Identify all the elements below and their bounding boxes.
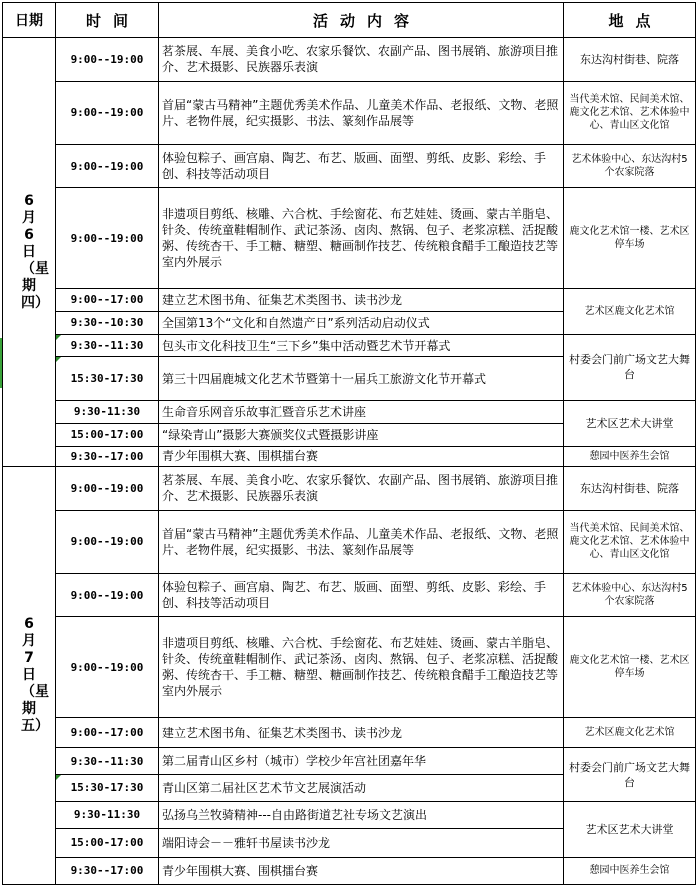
- activity-cell: 包头市文化科技卫生“三下乡”集中活动暨艺术节开幕式: [159, 334, 564, 357]
- activity-cell: 全国第13个“文化和自然遗产日”系列活动启动仪式: [159, 311, 564, 334]
- time-cell: 15:00-17:00: [56, 423, 159, 446]
- location-cell: 当代美术馆、民间美术馆、鹿文化艺术馆、艺术体验中心、青山区文化馆: [564, 510, 696, 573]
- location-cell: 东达沟村街巷、院落: [564, 467, 696, 511]
- schedule-table: [2, 2, 696, 885]
- header-time: 时间: [56, 3, 159, 38]
- time-cell: 9:30--17:00: [56, 857, 159, 884]
- activity-cell: 茗茶展、车展、美食小吃、农家乐餐饮、农副产品、图书展销、旅游项目推介、艺术摄影、民族器乐表演: [159, 38, 564, 82]
- time-cell: [56, 357, 159, 401]
- time-cell: 15:00-17:00: [56, 828, 159, 857]
- location-cell: 艺术体验中心、东达沟村5个农家院落: [564, 144, 696, 188]
- activity-cell: 生命音乐网音乐故事汇暨音乐艺术讲座: [159, 400, 564, 423]
- location-cell: 鹿文化艺术馆一楼、艺术区停车场: [564, 188, 696, 289]
- activity-cell: 体验包粽子、画宫扇、陶艺、布艺、版画、面塑、剪纸、皮影、彩绘、手创、科技等活动项目: [159, 144, 564, 188]
- activity-cell: 体验包粽子、画宫扇、陶艺、布艺、版画、面塑、剪纸、皮影、彩绘、手创、科技等活动项目: [159, 573, 564, 617]
- table-row: [3, 510, 696, 573]
- day-date-label: 6月6日（星期四）: [21, 192, 49, 311]
- time-cell: 9:00--17:00: [56, 718, 159, 748]
- location-cell: 村委会门前广场文艺大舞台: [564, 334, 696, 400]
- location-cell: 艺术区艺术大讲堂: [564, 801, 696, 857]
- header-location: 地点: [564, 3, 696, 38]
- comment-marker: [56, 775, 61, 780]
- table-row: [3, 400, 696, 423]
- location-cell: 艺术区艺术大讲堂: [564, 400, 696, 446]
- activity-cell: 青少年围棋大赛、围棋擂台赛: [159, 857, 564, 884]
- comment-marker: [56, 357, 61, 362]
- activity-cell: 端阳诗会－－雅轩书屋读书沙龙: [159, 828, 564, 857]
- day-date-cell: [3, 38, 56, 467]
- activity-cell: 弘扬乌兰牧骑精神---自由路街道艺社专场文艺演出: [159, 801, 564, 828]
- time-cell: 9:30-11:30: [56, 400, 159, 423]
- time-text: 9:30--11:30: [70, 339, 144, 352]
- day-date-cell: [3, 467, 56, 885]
- table-row: [3, 718, 696, 748]
- activity-cell: 非遗项目剪纸、核雕、六合枕、手绘窗花、布艺娃娃、烫画、蒙古羊脂皂、针灸、传统童鞋帽制作、武记茶汤、卤肉、熬锅、包子、老浆凉糕、活捉酸粥、传统杏干、手工糖、糖塑、糖画制作技艺、传统粮食醋手工酿造技艺等室内外展示: [159, 188, 564, 289]
- day-date-label: 6月7日（星期五）: [21, 616, 49, 735]
- time-cell: 9:00--17:00: [56, 289, 159, 312]
- location-cell: 村委会门前广场文艺大舞台: [564, 748, 696, 802]
- time-cell: 9:00--19:00: [56, 188, 159, 289]
- location-cell: 艺术区鹿文化艺术馆: [564, 718, 696, 748]
- table-row: [3, 188, 696, 289]
- activity-cell: 首届“蒙古马精神”主题优秀美术作品、儿童美术作品、老报纸、文物、老照片、老物件展，纪实摄影、书法、篆刻作品展等: [159, 510, 564, 573]
- time-cell: 9:30--10:30: [56, 311, 159, 334]
- table-row: [3, 446, 696, 467]
- activity-cell: 建立艺术图书角、征集艺术类图书、读书沙龙: [159, 289, 564, 312]
- header-activity: 活动内容: [159, 3, 564, 38]
- time-cell: 9:30--17:00: [56, 446, 159, 467]
- table-row: [3, 334, 696, 357]
- location-cell: 憩园中医养生会馆: [564, 446, 696, 467]
- time-cell: 9:30-11:30: [56, 801, 159, 828]
- table-row: [3, 748, 696, 775]
- time-cell: 9:00--19:00: [56, 617, 159, 718]
- activity-cell: “绿染青山”摄影大赛颁奖仪式暨摄影讲座: [159, 423, 564, 446]
- table-row: [3, 857, 696, 884]
- activity-cell: 第二届青山区乡村（城市）学校少年宫社团嘉年华: [159, 748, 564, 775]
- time-cell: 9:00--19:00: [56, 144, 159, 188]
- table-row: [3, 467, 696, 511]
- comment-marker: [56, 335, 61, 340]
- table-row: [3, 38, 696, 82]
- activity-cell: 首届“蒙古马精神”主题优秀美术作品、儿童美术作品、老报纸、文物、老照片、老物件展，纪实摄影、书法、篆刻作品展等: [159, 81, 564, 144]
- location-cell: 鹿文化艺术馆一楼、艺术区停车场: [564, 617, 696, 718]
- time-cell: 9:00--19:00: [56, 467, 159, 511]
- table-row: [3, 617, 696, 718]
- activity-cell: 青山区第二届社区艺术节文艺展演活动: [159, 775, 564, 802]
- table-row: [3, 289, 696, 312]
- activity-cell: 第三十四届鹿城文化艺术节暨第十一届兵工旅游文化节开幕式: [159, 357, 564, 401]
- table-row: [3, 81, 696, 144]
- time-cell: 9:00--19:00: [56, 38, 159, 82]
- time-text: 15:30-17:30: [70, 781, 144, 795]
- table-row: [3, 573, 696, 617]
- time-cell: 9:00--19:00: [56, 81, 159, 144]
- time-cell: [56, 775, 159, 802]
- location-cell: 艺术区鹿文化艺术馆: [564, 289, 696, 335]
- location-cell: 憩园中医养生会馆: [564, 857, 696, 884]
- time-cell: 9:00--19:00: [56, 510, 159, 573]
- time-cell: 9:30--11:30: [56, 748, 159, 775]
- activity-cell: 茗茶展、车展、美食小吃、农家乐餐饮、农副产品、图书展销、旅游项目推介、艺术摄影、民族器乐表演: [159, 467, 564, 511]
- location-cell: 艺术体验中心、东达沟村5个农家院落: [564, 573, 696, 617]
- activity-cell: 青少年围棋大赛、围棋擂台赛: [159, 446, 564, 467]
- header-row: [3, 3, 696, 38]
- table-row: [3, 801, 696, 828]
- location-cell: 东达沟村街巷、院落: [564, 38, 696, 82]
- location-cell: 当代美术馆、民间美术馆、鹿文化艺术馆、艺术体验中心、青山区文化馆: [564, 81, 696, 144]
- table-row: [3, 144, 696, 188]
- activity-cell: 非遗项目剪纸、核雕、六合枕、手绘窗花、布艺娃娃、烫画、蒙古羊脂皂、针灸、传统童鞋帽制作、武记茶汤、卤肉、熬锅、包子、老浆凉糕、活捉酸粥、传统杏干、手工糖、糖塑、糖画制作技艺、传统粮食醋手工酿造技艺等室内外展示: [159, 617, 564, 718]
- time-cell: 9:00--19:00: [56, 573, 159, 617]
- time-cell: [56, 334, 159, 357]
- activity-cell: 建立艺术图书角、征集艺术类图书、读书沙龙: [159, 718, 564, 748]
- header-date: 日期: [3, 3, 56, 38]
- time-text: 15:30-17:30: [70, 372, 144, 386]
